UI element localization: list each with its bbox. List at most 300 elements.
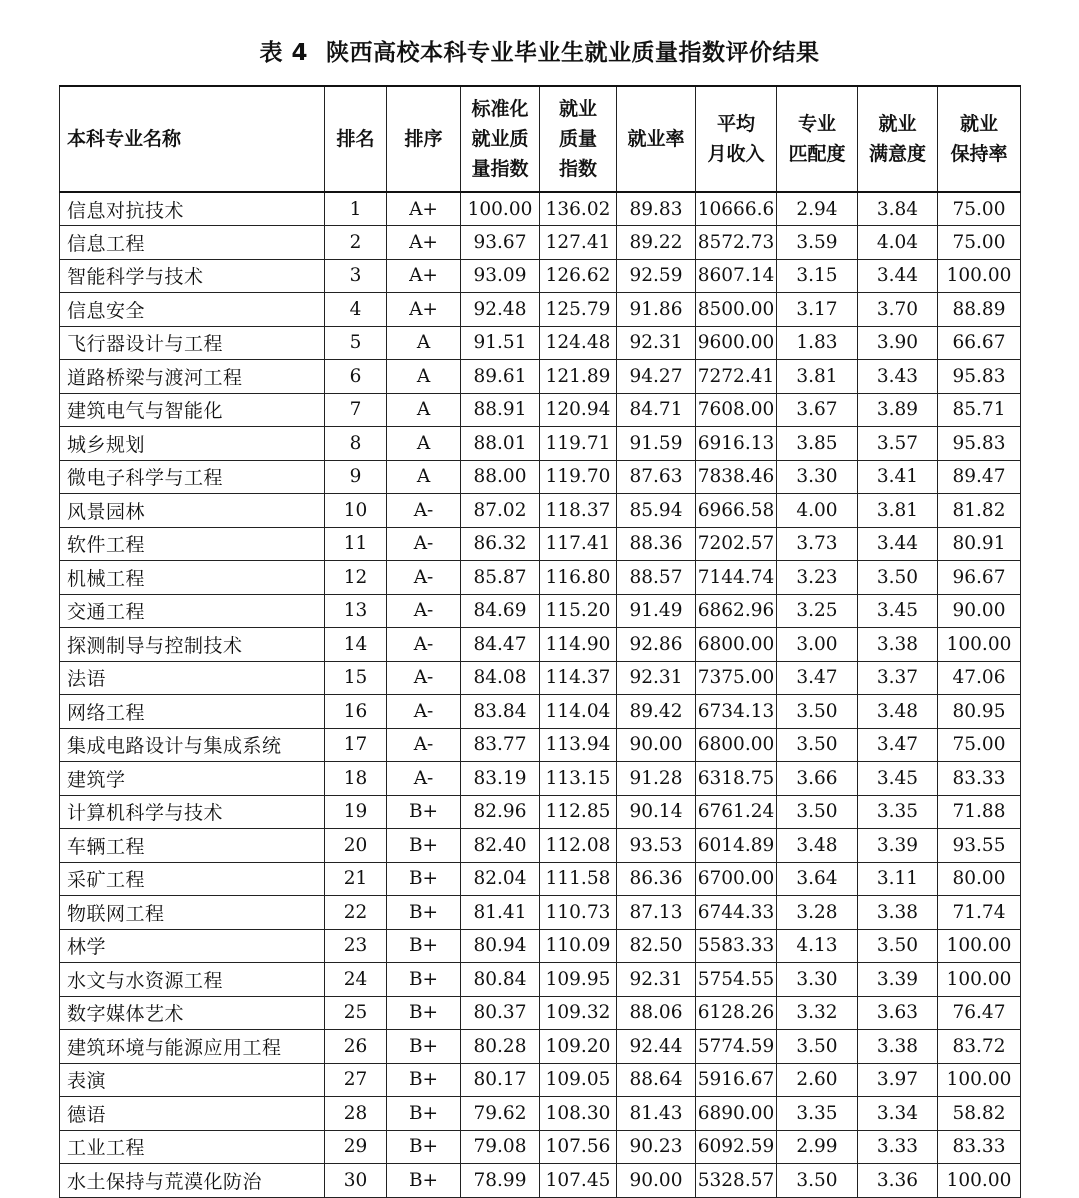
- name-cell: 物联网工程: [60, 896, 325, 930]
- employment-rate-cell: 92.59: [617, 259, 696, 293]
- monthly-income-cell: 6318.75: [696, 762, 777, 796]
- quality-index-cell: 114.37: [540, 661, 617, 695]
- table-row: [60, 360, 1021, 394]
- major-match-cell: 3.32: [777, 996, 858, 1030]
- retention-cell: 100.00: [938, 628, 1021, 662]
- table-row: [60, 293, 1021, 327]
- table-row: [60, 628, 1021, 662]
- column-header-std-index: [461, 86, 540, 192]
- satisfaction-cell: 3.38: [858, 628, 938, 662]
- std-index-cell: 80.84: [461, 963, 540, 997]
- retention-cell: 58.82: [938, 1097, 1021, 1131]
- column-header-line: 就业: [959, 113, 998, 135]
- quality-index-cell: 108.30: [540, 1097, 617, 1131]
- monthly-income-cell: 6734.13: [696, 695, 777, 729]
- name-cell: 信息工程: [60, 226, 325, 260]
- grade-cell: A-: [387, 561, 461, 595]
- grade-cell: A-: [387, 661, 461, 695]
- column-header-line: 质量: [558, 128, 597, 150]
- column-header-line: 保持率: [950, 143, 1008, 165]
- quality-index-cell: 112.85: [540, 795, 617, 829]
- monthly-income-cell: 6800.00: [696, 728, 777, 762]
- quality-index-cell: 124.48: [540, 326, 617, 360]
- rank-cell: 19: [325, 795, 387, 829]
- major-match-cell: 3.23: [777, 561, 858, 595]
- rank-cell: 8: [325, 427, 387, 461]
- quality-index-cell: 107.45: [540, 1164, 617, 1198]
- column-header-retention: [938, 86, 1021, 192]
- grade-cell: A+: [387, 192, 461, 226]
- std-index-cell: 88.91: [461, 393, 540, 427]
- satisfaction-cell: 3.34: [858, 1097, 938, 1131]
- satisfaction-cell: 3.84: [858, 192, 938, 226]
- name-cell: 交通工程: [60, 594, 325, 628]
- retention-cell: 83.33: [938, 1130, 1021, 1164]
- major-match-cell: 2.94: [777, 192, 858, 226]
- column-header-line: 专业: [797, 113, 836, 135]
- std-index-cell: 82.04: [461, 862, 540, 896]
- retention-cell: 47.06: [938, 661, 1021, 695]
- table-body: [60, 192, 1021, 1197]
- satisfaction-cell: 3.41: [858, 460, 938, 494]
- table-row: [60, 862, 1021, 896]
- table-row: [60, 996, 1021, 1030]
- grade-cell: B+: [387, 829, 461, 863]
- column-header-line: 满意度: [868, 143, 926, 165]
- major-match-cell: 3.73: [777, 527, 858, 561]
- table-row: [60, 259, 1021, 293]
- rank-cell: 27: [325, 1063, 387, 1097]
- monthly-income-cell: 5583.33: [696, 929, 777, 963]
- retention-cell: 71.88: [938, 795, 1021, 829]
- retention-cell: 95.83: [938, 360, 1021, 394]
- satisfaction-cell: 3.37: [858, 661, 938, 695]
- column-header-name: [60, 86, 325, 192]
- table-title-text: 陕西高校本科专业毕业生就业质量指数评价结果: [326, 40, 820, 66]
- rank-cell: 14: [325, 628, 387, 662]
- satisfaction-cell: 3.43: [858, 360, 938, 394]
- quality-index-cell: 109.95: [540, 963, 617, 997]
- retention-cell: 100.00: [938, 1164, 1021, 1198]
- name-cell: 风景园林: [60, 494, 325, 528]
- employment-rate-cell: 91.59: [617, 427, 696, 461]
- major-match-cell: 3.59: [777, 226, 858, 260]
- grade-cell: A: [387, 393, 461, 427]
- std-index-cell: 78.99: [461, 1164, 540, 1198]
- name-cell: 信息安全: [60, 293, 325, 327]
- quality-index-cell: 113.94: [540, 728, 617, 762]
- table-row: [60, 829, 1021, 863]
- std-index-cell: 84.47: [461, 628, 540, 662]
- rank-cell: 9: [325, 460, 387, 494]
- name-cell: 德语: [60, 1097, 325, 1131]
- column-header-line: 就业率: [627, 128, 685, 150]
- quality-index-cell: 111.58: [540, 862, 617, 896]
- std-index-cell: 82.96: [461, 795, 540, 829]
- grade-cell: A+: [387, 293, 461, 327]
- table-row: [60, 762, 1021, 796]
- satisfaction-cell: 3.44: [858, 527, 938, 561]
- grade-cell: A-: [387, 762, 461, 796]
- grade-cell: B+: [387, 963, 461, 997]
- major-match-cell: 3.47: [777, 661, 858, 695]
- major-match-cell: 3.00: [777, 628, 858, 662]
- major-match-cell: 3.17: [777, 293, 858, 327]
- rank-cell: 4: [325, 293, 387, 327]
- name-cell: 车辆工程: [60, 829, 325, 863]
- employment-rate-cell: 91.28: [617, 762, 696, 796]
- rank-cell: 23: [325, 929, 387, 963]
- column-header-line: 本科专业名称: [67, 128, 182, 150]
- satisfaction-cell: 3.89: [858, 393, 938, 427]
- std-index-cell: 93.09: [461, 259, 540, 293]
- name-cell: 采矿工程: [60, 862, 325, 896]
- major-match-cell: 3.67: [777, 393, 858, 427]
- name-cell: 表演: [60, 1063, 325, 1097]
- monthly-income-cell: 7272.41: [696, 360, 777, 394]
- employment-rate-cell: 89.42: [617, 695, 696, 729]
- std-index-cell: 82.40: [461, 829, 540, 863]
- rank-cell: 1: [325, 192, 387, 226]
- monthly-income-cell: 6128.26: [696, 996, 777, 1030]
- column-header-quality-index: [540, 86, 617, 192]
- std-index-cell: 79.08: [461, 1130, 540, 1164]
- quality-index-cell: 114.04: [540, 695, 617, 729]
- monthly-income-cell: 5328.57: [696, 1164, 777, 1198]
- major-match-cell: 2.99: [777, 1130, 858, 1164]
- std-index-cell: 93.67: [461, 226, 540, 260]
- retention-cell: 100.00: [938, 259, 1021, 293]
- retention-cell: 83.72: [938, 1030, 1021, 1064]
- table-title: [0, 34, 1079, 67]
- employment-rate-cell: 94.27: [617, 360, 696, 394]
- header-row: [60, 86, 1021, 192]
- grade-cell: B+: [387, 1063, 461, 1097]
- rank-cell: 18: [325, 762, 387, 796]
- table-row: [60, 929, 1021, 963]
- employment-rate-cell: 92.44: [617, 1030, 696, 1064]
- name-cell: 软件工程: [60, 527, 325, 561]
- major-match-cell: 1.83: [777, 326, 858, 360]
- major-match-cell: 3.30: [777, 963, 858, 997]
- retention-cell: 93.55: [938, 829, 1021, 863]
- satisfaction-cell: 3.50: [858, 561, 938, 595]
- quality-index-cell: 109.05: [540, 1063, 617, 1097]
- table-row: [60, 393, 1021, 427]
- name-cell: 林学: [60, 929, 325, 963]
- satisfaction-cell: 3.39: [858, 829, 938, 863]
- monthly-income-cell: 7375.00: [696, 661, 777, 695]
- std-index-cell: 85.87: [461, 561, 540, 595]
- rank-cell: 13: [325, 594, 387, 628]
- employment-rate-cell: 92.31: [617, 661, 696, 695]
- std-index-cell: 92.48: [461, 293, 540, 327]
- rank-cell: 20: [325, 829, 387, 863]
- satisfaction-cell: 3.44: [858, 259, 938, 293]
- employment-rate-cell: 92.86: [617, 628, 696, 662]
- satisfaction-cell: 3.81: [858, 494, 938, 528]
- employment-rate-cell: 82.50: [617, 929, 696, 963]
- column-header-major-match: [777, 86, 858, 192]
- monthly-income-cell: 6916.13: [696, 427, 777, 461]
- rank-cell: 10: [325, 494, 387, 528]
- satisfaction-cell: 3.90: [858, 326, 938, 360]
- rank-cell: 16: [325, 695, 387, 729]
- rank-cell: 30: [325, 1164, 387, 1198]
- employment-rate-cell: 90.14: [617, 795, 696, 829]
- std-index-cell: 89.61: [461, 360, 540, 394]
- employment-rate-cell: 90.23: [617, 1130, 696, 1164]
- std-index-cell: 83.84: [461, 695, 540, 729]
- retention-cell: 80.95: [938, 695, 1021, 729]
- std-index-cell: 100.00: [461, 192, 540, 226]
- rank-cell: 29: [325, 1130, 387, 1164]
- monthly-income-cell: 8572.73: [696, 226, 777, 260]
- employment-rate-cell: 91.49: [617, 594, 696, 628]
- retention-cell: 66.67: [938, 326, 1021, 360]
- retention-cell: 76.47: [938, 996, 1021, 1030]
- retention-cell: 80.00: [938, 862, 1021, 896]
- grade-cell: B+: [387, 929, 461, 963]
- grade-cell: A: [387, 326, 461, 360]
- major-match-cell: 3.85: [777, 427, 858, 461]
- std-index-cell: 83.77: [461, 728, 540, 762]
- employment-rate-cell: 91.86: [617, 293, 696, 327]
- major-match-cell: 4.13: [777, 929, 858, 963]
- employment-rate-cell: 93.53: [617, 829, 696, 863]
- rank-cell: 15: [325, 661, 387, 695]
- satisfaction-cell: 3.57: [858, 427, 938, 461]
- grade-cell: A-: [387, 628, 461, 662]
- satisfaction-cell: 3.38: [858, 896, 938, 930]
- name-cell: 机械工程: [60, 561, 325, 595]
- monthly-income-cell: 6966.58: [696, 494, 777, 528]
- major-match-cell: 2.60: [777, 1063, 858, 1097]
- table-row: [60, 1164, 1021, 1198]
- rank-cell: 3: [325, 259, 387, 293]
- retention-cell: 95.83: [938, 427, 1021, 461]
- grade-cell: B+: [387, 1164, 461, 1198]
- column-header-line: 就业: [558, 98, 597, 120]
- name-cell: 水土保持与荒漠化防治: [60, 1164, 325, 1198]
- name-cell: 信息对抗技术: [60, 192, 325, 226]
- name-cell: 数字媒体艺术: [60, 996, 325, 1030]
- major-match-cell: 3.50: [777, 695, 858, 729]
- satisfaction-cell: 3.35: [858, 795, 938, 829]
- table-row: [60, 1063, 1021, 1097]
- monthly-income-cell: 8607.14: [696, 259, 777, 293]
- grade-cell: A: [387, 427, 461, 461]
- table-row: [60, 963, 1021, 997]
- major-match-cell: 4.00: [777, 494, 858, 528]
- std-index-cell: 80.37: [461, 996, 540, 1030]
- monthly-income-cell: 5916.67: [696, 1063, 777, 1097]
- table-row: [60, 594, 1021, 628]
- quality-index-cell: 119.70: [540, 460, 617, 494]
- grade-cell: B+: [387, 795, 461, 829]
- quality-index-cell: 117.41: [540, 527, 617, 561]
- table-number: 表 4: [259, 40, 308, 66]
- table-row: [60, 1130, 1021, 1164]
- grade-cell: B+: [387, 1097, 461, 1131]
- column-header-line: 标准化: [471, 98, 529, 120]
- rank-cell: 17: [325, 728, 387, 762]
- satisfaction-cell: 3.45: [858, 762, 938, 796]
- rank-cell: 24: [325, 963, 387, 997]
- satisfaction-cell: 3.63: [858, 996, 938, 1030]
- major-match-cell: 3.50: [777, 728, 858, 762]
- quality-index-cell: 119.71: [540, 427, 617, 461]
- table-row: [60, 728, 1021, 762]
- employment-rate-cell: 89.83: [617, 192, 696, 226]
- table-row: [60, 427, 1021, 461]
- satisfaction-cell: 3.11: [858, 862, 938, 896]
- std-index-cell: 80.17: [461, 1063, 540, 1097]
- quality-index-cell: 110.09: [540, 929, 617, 963]
- employment-rate-cell: 92.31: [617, 963, 696, 997]
- major-match-cell: 3.64: [777, 862, 858, 896]
- std-index-cell: 87.02: [461, 494, 540, 528]
- employment-rate-cell: 88.06: [617, 996, 696, 1030]
- column-header-employment-rate: [617, 86, 696, 192]
- table-header: [60, 86, 1021, 192]
- major-match-cell: 3.50: [777, 1030, 858, 1064]
- retention-cell: 71.74: [938, 896, 1021, 930]
- employment-rate-cell: 85.94: [617, 494, 696, 528]
- monthly-income-cell: 9600.00: [696, 326, 777, 360]
- major-match-cell: 3.81: [777, 360, 858, 394]
- std-index-cell: 80.94: [461, 929, 540, 963]
- grade-cell: B+: [387, 862, 461, 896]
- employment-rate-cell: 90.00: [617, 1164, 696, 1198]
- rank-cell: 26: [325, 1030, 387, 1064]
- grade-cell: B+: [387, 996, 461, 1030]
- rank-cell: 28: [325, 1097, 387, 1131]
- retention-cell: 75.00: [938, 728, 1021, 762]
- quality-index-cell: 125.79: [540, 293, 617, 327]
- satisfaction-cell: 3.50: [858, 929, 938, 963]
- employment-rate-cell: 88.57: [617, 561, 696, 595]
- satisfaction-cell: 4.04: [858, 226, 938, 260]
- std-index-cell: 88.00: [461, 460, 540, 494]
- employment-rate-cell: 86.36: [617, 862, 696, 896]
- grade-cell: B+: [387, 1030, 461, 1064]
- name-cell: 集成电路设计与集成系统: [60, 728, 325, 762]
- std-index-cell: 84.08: [461, 661, 540, 695]
- name-cell: 城乡规划: [60, 427, 325, 461]
- employment-rate-cell: 84.71: [617, 393, 696, 427]
- retention-cell: 90.00: [938, 594, 1021, 628]
- retention-cell: 100.00: [938, 1063, 1021, 1097]
- quality-index-cell: 114.90: [540, 628, 617, 662]
- monthly-income-cell: 6862.96: [696, 594, 777, 628]
- name-cell: 水文与水资源工程: [60, 963, 325, 997]
- table-row: [60, 460, 1021, 494]
- major-match-cell: 3.28: [777, 896, 858, 930]
- rank-cell: 25: [325, 996, 387, 1030]
- column-header-line: 指数: [558, 158, 597, 180]
- quality-index-cell: 118.37: [540, 494, 617, 528]
- column-header-line: 就业: [878, 113, 917, 135]
- employment-rate-cell: 90.00: [617, 728, 696, 762]
- name-cell: 建筑学: [60, 762, 325, 796]
- monthly-income-cell: 6890.00: [696, 1097, 777, 1131]
- rank-cell: 6: [325, 360, 387, 394]
- satisfaction-cell: 3.33: [858, 1130, 938, 1164]
- retention-cell: 75.00: [938, 226, 1021, 260]
- major-match-cell: 3.50: [777, 1164, 858, 1198]
- monthly-income-cell: 6761.24: [696, 795, 777, 829]
- retention-cell: 83.33: [938, 762, 1021, 796]
- grade-cell: A+: [387, 259, 461, 293]
- std-index-cell: 83.19: [461, 762, 540, 796]
- grade-cell: B+: [387, 896, 461, 930]
- std-index-cell: 84.69: [461, 594, 540, 628]
- grade-cell: A-: [387, 494, 461, 528]
- satisfaction-cell: 3.48: [858, 695, 938, 729]
- table-row: [60, 226, 1021, 260]
- employment-rate-cell: 88.64: [617, 1063, 696, 1097]
- satisfaction-cell: 3.39: [858, 963, 938, 997]
- column-header-line: 排序: [404, 128, 443, 150]
- rank-cell: 2: [325, 226, 387, 260]
- table-row: [60, 527, 1021, 561]
- retention-cell: 75.00: [938, 192, 1021, 226]
- major-match-cell: 3.15: [777, 259, 858, 293]
- grade-cell: A: [387, 460, 461, 494]
- column-header-grade: [387, 86, 461, 192]
- monthly-income-cell: 7202.57: [696, 527, 777, 561]
- name-cell: 飞行器设计与工程: [60, 326, 325, 360]
- std-index-cell: 88.01: [461, 427, 540, 461]
- major-match-cell: 3.50: [777, 795, 858, 829]
- monthly-income-cell: 6014.89: [696, 829, 777, 863]
- employment-rate-cell: 87.13: [617, 896, 696, 930]
- std-index-cell: 91.51: [461, 326, 540, 360]
- employment-rate-cell: 89.22: [617, 226, 696, 260]
- quality-index-cell: 109.20: [540, 1030, 617, 1064]
- major-match-cell: 3.48: [777, 829, 858, 863]
- table-row: [60, 1030, 1021, 1064]
- table-row: [60, 561, 1021, 595]
- table-row: [60, 1097, 1021, 1131]
- name-cell: 探测制导与控制技术: [60, 628, 325, 662]
- retention-cell: 100.00: [938, 963, 1021, 997]
- monthly-income-cell: 6800.00: [696, 628, 777, 662]
- column-header-line: 量指数: [471, 158, 529, 180]
- monthly-income-cell: 6744.33: [696, 896, 777, 930]
- satisfaction-cell: 3.97: [858, 1063, 938, 1097]
- table-row: [60, 695, 1021, 729]
- quality-index-cell: 115.20: [540, 594, 617, 628]
- table-row: [60, 192, 1021, 226]
- std-index-cell: 80.28: [461, 1030, 540, 1064]
- rank-cell: 11: [325, 527, 387, 561]
- monthly-income-cell: 7838.46: [696, 460, 777, 494]
- table-row: [60, 326, 1021, 360]
- quality-index-cell: 110.73: [540, 896, 617, 930]
- major-match-cell: 3.25: [777, 594, 858, 628]
- quality-index-cell: 109.32: [540, 996, 617, 1030]
- column-header-rank: [325, 86, 387, 192]
- retention-cell: 85.71: [938, 393, 1021, 427]
- std-index-cell: 79.62: [461, 1097, 540, 1131]
- quality-index-cell: 113.15: [540, 762, 617, 796]
- monthly-income-cell: 7608.00: [696, 393, 777, 427]
- rank-cell: 7: [325, 393, 387, 427]
- name-cell: 道路桥梁与渡河工程: [60, 360, 325, 394]
- column-header-line: 就业质: [471, 128, 529, 150]
